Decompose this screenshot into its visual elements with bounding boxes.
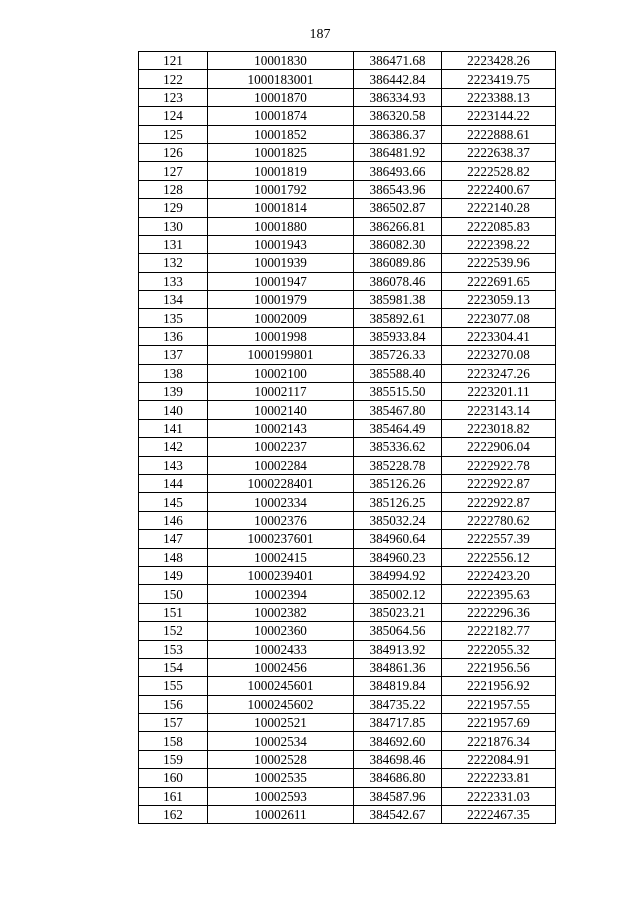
point-id-cell: 1000245602 — [208, 695, 354, 713]
point-number-cell: 127 — [139, 162, 208, 180]
point-id-cell: 1000228401 — [208, 474, 354, 492]
table-row — [139, 52, 556, 70]
point-id-cell: 10002009 — [208, 309, 354, 327]
x-coordinate-cell: 385336.62 — [354, 438, 442, 456]
point-number-cell: 134 — [139, 291, 208, 309]
table-row — [139, 548, 556, 566]
point-number-cell: 128 — [139, 180, 208, 198]
table-row — [139, 493, 556, 511]
point-id-cell: 1000183001 — [208, 70, 354, 88]
table-row — [139, 474, 556, 492]
point-id-cell: 10002360 — [208, 622, 354, 640]
point-number-cell: 138 — [139, 364, 208, 382]
table-row — [139, 695, 556, 713]
y-coordinate-cell: 2223077.08 — [442, 309, 556, 327]
point-number-cell: 121 — [139, 52, 208, 70]
x-coordinate-cell: 386481.92 — [354, 143, 442, 161]
x-coordinate-cell: 385892.61 — [354, 309, 442, 327]
y-coordinate-cell: 2223059.13 — [442, 291, 556, 309]
y-coordinate-cell: 2222556.12 — [442, 548, 556, 566]
y-coordinate-cell: 2223201.11 — [442, 383, 556, 401]
y-coordinate-cell: 2222233.81 — [442, 769, 556, 787]
y-coordinate-cell: 2222888.61 — [442, 125, 556, 143]
x-coordinate-cell: 385002.12 — [354, 585, 442, 603]
x-coordinate-cell: 385467.80 — [354, 401, 442, 419]
point-number-cell: 151 — [139, 603, 208, 621]
table-row — [139, 769, 556, 787]
table-row — [139, 438, 556, 456]
table-row — [139, 199, 556, 217]
y-coordinate-cell: 2222906.04 — [442, 438, 556, 456]
point-number-cell: 133 — [139, 272, 208, 290]
x-coordinate-cell: 385981.38 — [354, 291, 442, 309]
point-number-cell: 158 — [139, 732, 208, 750]
x-coordinate-cell: 384686.80 — [354, 769, 442, 787]
point-number-cell: 145 — [139, 493, 208, 511]
point-number-cell: 160 — [139, 769, 208, 787]
table-row — [139, 235, 556, 253]
point-id-cell: 10001870 — [208, 88, 354, 106]
table-row — [139, 217, 556, 235]
point-id-cell: 10002382 — [208, 603, 354, 621]
table-row — [139, 530, 556, 548]
point-number-cell: 125 — [139, 125, 208, 143]
point-number-cell: 141 — [139, 419, 208, 437]
y-coordinate-cell: 2223144.22 — [442, 107, 556, 125]
x-coordinate-cell: 384692.60 — [354, 732, 442, 750]
point-number-cell: 143 — [139, 456, 208, 474]
table-row — [139, 401, 556, 419]
point-number-cell: 150 — [139, 585, 208, 603]
x-coordinate-cell: 384913.92 — [354, 640, 442, 658]
table-row — [139, 714, 556, 732]
point-id-cell: 10001979 — [208, 291, 354, 309]
table-row — [139, 677, 556, 695]
table-row — [139, 162, 556, 180]
point-number-cell: 124 — [139, 107, 208, 125]
y-coordinate-cell: 2222557.39 — [442, 530, 556, 548]
x-coordinate-cell: 384994.92 — [354, 566, 442, 584]
table-row — [139, 622, 556, 640]
x-coordinate-cell: 385515.50 — [354, 383, 442, 401]
y-coordinate-cell: 2222084.91 — [442, 750, 556, 768]
coordinates-table — [138, 51, 556, 824]
table-row — [139, 125, 556, 143]
page-number: 187 — [309, 27, 331, 42]
point-id-cell: 10001830 — [208, 52, 354, 70]
y-coordinate-cell: 2222140.28 — [442, 199, 556, 217]
point-number-cell: 123 — [139, 88, 208, 106]
point-number-cell: 129 — [139, 199, 208, 217]
table-row — [139, 787, 556, 805]
y-coordinate-cell: 2222055.32 — [442, 640, 556, 658]
y-coordinate-cell: 2222691.65 — [442, 272, 556, 290]
table-row — [139, 566, 556, 584]
table-row — [139, 658, 556, 676]
y-coordinate-cell: 2222400.67 — [442, 180, 556, 198]
x-coordinate-cell: 386386.37 — [354, 125, 442, 143]
table-body — [139, 52, 556, 824]
table-row — [139, 456, 556, 474]
y-coordinate-cell: 2221956.56 — [442, 658, 556, 676]
x-coordinate-cell: 384960.64 — [354, 530, 442, 548]
y-coordinate-cell: 2222331.03 — [442, 787, 556, 805]
point-id-cell: 10002593 — [208, 787, 354, 805]
x-coordinate-cell: 385933.84 — [354, 327, 442, 345]
point-id-cell: 10002433 — [208, 640, 354, 658]
x-coordinate-cell: 384861.36 — [354, 658, 442, 676]
point-number-cell: 131 — [139, 235, 208, 253]
point-id-cell: 1000239401 — [208, 566, 354, 584]
x-coordinate-cell: 386266.81 — [354, 217, 442, 235]
table-row — [139, 70, 556, 88]
x-coordinate-cell: 386471.68 — [354, 52, 442, 70]
table-row — [139, 272, 556, 290]
table-row — [139, 364, 556, 382]
point-number-cell: 157 — [139, 714, 208, 732]
point-id-cell: 10002534 — [208, 732, 354, 750]
x-coordinate-cell: 385126.25 — [354, 493, 442, 511]
point-number-cell: 136 — [139, 327, 208, 345]
x-coordinate-cell: 384960.23 — [354, 548, 442, 566]
point-id-cell: 10002237 — [208, 438, 354, 456]
point-id-cell: 10001852 — [208, 125, 354, 143]
point-number-cell: 154 — [139, 658, 208, 676]
point-number-cell: 130 — [139, 217, 208, 235]
point-number-cell: 149 — [139, 566, 208, 584]
point-id-cell: 10002611 — [208, 806, 354, 824]
y-coordinate-cell: 2222922.87 — [442, 493, 556, 511]
x-coordinate-cell: 386089.86 — [354, 254, 442, 272]
point-id-cell: 10001939 — [208, 254, 354, 272]
y-coordinate-cell: 2223419.75 — [442, 70, 556, 88]
point-number-cell: 147 — [139, 530, 208, 548]
x-coordinate-cell: 384819.84 — [354, 677, 442, 695]
point-id-cell: 1000237601 — [208, 530, 354, 548]
y-coordinate-cell: 2222539.96 — [442, 254, 556, 272]
point-number-cell: 135 — [139, 309, 208, 327]
point-number-cell: 159 — [139, 750, 208, 768]
point-id-cell: 10001874 — [208, 107, 354, 125]
x-coordinate-cell: 385588.40 — [354, 364, 442, 382]
point-id-cell: 10002284 — [208, 456, 354, 474]
point-id-cell: 10002521 — [208, 714, 354, 732]
y-coordinate-cell: 2222780.62 — [442, 511, 556, 529]
y-coordinate-cell: 2223428.26 — [442, 52, 556, 70]
table-row — [139, 732, 556, 750]
point-id-cell: 10001814 — [208, 199, 354, 217]
y-coordinate-cell: 2223018.82 — [442, 419, 556, 437]
point-id-cell: 10001825 — [208, 143, 354, 161]
point-id-cell: 10002456 — [208, 658, 354, 676]
table-row — [139, 346, 556, 364]
x-coordinate-cell: 386320.58 — [354, 107, 442, 125]
point-number-cell: 122 — [139, 70, 208, 88]
point-id-cell: 10001943 — [208, 235, 354, 253]
table-row — [139, 291, 556, 309]
x-coordinate-cell: 385023.21 — [354, 603, 442, 621]
point-number-cell: 156 — [139, 695, 208, 713]
y-coordinate-cell: 2222182.77 — [442, 622, 556, 640]
table-row — [139, 806, 556, 824]
y-coordinate-cell: 2223247.26 — [442, 364, 556, 382]
table-row — [139, 383, 556, 401]
point-number-cell: 132 — [139, 254, 208, 272]
x-coordinate-cell: 384717.85 — [354, 714, 442, 732]
table-row — [139, 603, 556, 621]
point-id-cell: 10001998 — [208, 327, 354, 345]
y-coordinate-cell: 2221957.55 — [442, 695, 556, 713]
point-id-cell: 10002140 — [208, 401, 354, 419]
x-coordinate-cell: 385032.24 — [354, 511, 442, 529]
y-coordinate-cell: 2223304.41 — [442, 327, 556, 345]
y-coordinate-cell: 2222528.82 — [442, 162, 556, 180]
point-number-cell: 140 — [139, 401, 208, 419]
point-id-cell: 10001792 — [208, 180, 354, 198]
point-number-cell: 139 — [139, 383, 208, 401]
table-row — [139, 640, 556, 658]
point-id-cell: 10002334 — [208, 493, 354, 511]
point-id-cell: 10001819 — [208, 162, 354, 180]
point-id-cell: 10002535 — [208, 769, 354, 787]
x-coordinate-cell: 385464.49 — [354, 419, 442, 437]
point-number-cell: 155 — [139, 677, 208, 695]
x-coordinate-cell: 385726.33 — [354, 346, 442, 364]
y-coordinate-cell: 2222922.78 — [442, 456, 556, 474]
x-coordinate-cell: 386078.46 — [354, 272, 442, 290]
y-coordinate-cell: 2222423.20 — [442, 566, 556, 584]
point-id-cell: 10001880 — [208, 217, 354, 235]
table-row — [139, 254, 556, 272]
y-coordinate-cell: 2222467.35 — [442, 806, 556, 824]
y-coordinate-cell: 2222296.36 — [442, 603, 556, 621]
x-coordinate-cell: 386493.66 — [354, 162, 442, 180]
point-number-cell: 146 — [139, 511, 208, 529]
y-coordinate-cell: 2223270.08 — [442, 346, 556, 364]
point-id-cell: 1000245601 — [208, 677, 354, 695]
table-row — [139, 107, 556, 125]
x-coordinate-cell: 386334.93 — [354, 88, 442, 106]
table-row — [139, 419, 556, 437]
point-id-cell: 10002394 — [208, 585, 354, 603]
x-coordinate-cell: 386502.87 — [354, 199, 442, 217]
point-id-cell: 10001947 — [208, 272, 354, 290]
table-row — [139, 585, 556, 603]
x-coordinate-cell: 386442.84 — [354, 70, 442, 88]
x-coordinate-cell: 384698.46 — [354, 750, 442, 768]
point-id-cell: 10002117 — [208, 383, 354, 401]
x-coordinate-cell: 385228.78 — [354, 456, 442, 474]
y-coordinate-cell: 2222398.22 — [442, 235, 556, 253]
point-number-cell: 152 — [139, 622, 208, 640]
y-coordinate-cell: 2223388.13 — [442, 88, 556, 106]
x-coordinate-cell: 385126.26 — [354, 474, 442, 492]
point-number-cell: 148 — [139, 548, 208, 566]
point-number-cell: 144 — [139, 474, 208, 492]
point-id-cell: 10002100 — [208, 364, 354, 382]
x-coordinate-cell: 386082.30 — [354, 235, 442, 253]
y-coordinate-cell: 2221957.69 — [442, 714, 556, 732]
point-number-cell: 142 — [139, 438, 208, 456]
table-row — [139, 309, 556, 327]
point-id-cell: 10002143 — [208, 419, 354, 437]
y-coordinate-cell: 2222085.83 — [442, 217, 556, 235]
table-row — [139, 327, 556, 345]
point-number-cell: 162 — [139, 806, 208, 824]
y-coordinate-cell: 2222922.87 — [442, 474, 556, 492]
y-coordinate-cell: 2221956.92 — [442, 677, 556, 695]
x-coordinate-cell: 386543.96 — [354, 180, 442, 198]
point-number-cell: 161 — [139, 787, 208, 805]
y-coordinate-cell: 2223143.14 — [442, 401, 556, 419]
table-row — [139, 511, 556, 529]
x-coordinate-cell: 384735.22 — [354, 695, 442, 713]
x-coordinate-cell: 384587.96 — [354, 787, 442, 805]
y-coordinate-cell: 2221876.34 — [442, 732, 556, 750]
point-id-cell: 10002528 — [208, 750, 354, 768]
x-coordinate-cell: 385064.56 — [354, 622, 442, 640]
point-id-cell: 10002415 — [208, 548, 354, 566]
table-row — [139, 143, 556, 161]
point-number-cell: 126 — [139, 143, 208, 161]
y-coordinate-cell: 2222638.37 — [442, 143, 556, 161]
point-id-cell: 1000199801 — [208, 346, 354, 364]
table-row — [139, 750, 556, 768]
y-coordinate-cell: 2222395.63 — [442, 585, 556, 603]
x-coordinate-cell: 384542.67 — [354, 806, 442, 824]
point-number-cell: 153 — [139, 640, 208, 658]
point-id-cell: 10002376 — [208, 511, 354, 529]
table-row — [139, 88, 556, 106]
point-number-cell: 137 — [139, 346, 208, 364]
table-row — [139, 180, 556, 198]
